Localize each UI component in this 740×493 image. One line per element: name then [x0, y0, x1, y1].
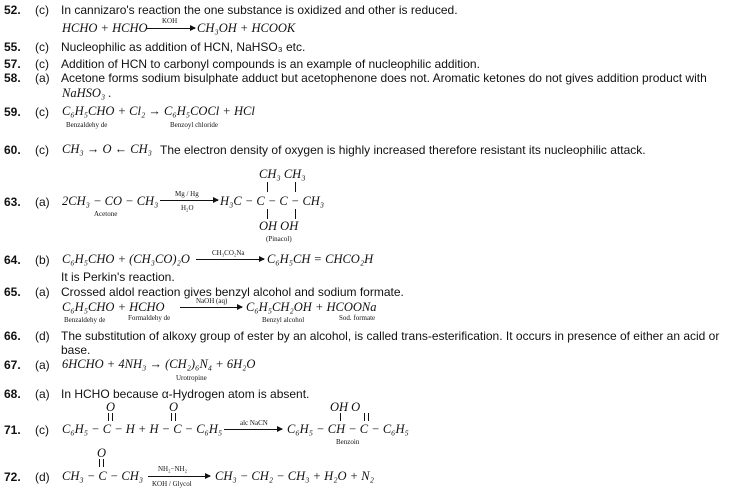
question-number: 57. [4, 57, 21, 71]
answer-option: (a) [35, 285, 50, 299]
bond-line [267, 209, 268, 219]
reaction-arrow [224, 429, 282, 430]
reaction-product: C₆H₅ − CH − C − C₆H₅ [287, 422, 409, 436]
explanation-text: In HCHO because α-Hydrogen atom is absent. [61, 387, 310, 401]
answer-option: (a) [35, 387, 50, 401]
reaction-arrow [160, 200, 218, 201]
explanation-text: It is Perkin's reaction. [61, 270, 175, 284]
reaction-reactants: HCHO + HCHO [62, 21, 148, 35]
question-number: 55. [4, 40, 21, 54]
reaction-product: C₆H₅CH = CHCO₂H [267, 252, 374, 266]
reaction-reagent: NH₂−NH₂ [158, 465, 188, 473]
answer-option: (c) [35, 105, 49, 119]
question-number: 68. [4, 387, 21, 401]
bond-line [340, 413, 341, 421]
double-bond [171, 413, 176, 421]
question-number: 64. [4, 253, 21, 267]
reaction-arrow [148, 476, 210, 477]
answer-option: (a) [35, 195, 50, 209]
explanation-text: The substitution of alkoxy group of ester by an alcohol, is called trans-esterification. It occurs in presence of either an acid or [61, 329, 720, 343]
reaction-reagent: NaOH (aq) [196, 297, 228, 305]
explanation-text: Addition of HCN to carbonyl compounds is an example of nucleophilic addition. [61, 57, 480, 71]
compound-label: Benzaldehy de [64, 316, 106, 324]
reaction-products: CH₃OH + HCOOK [197, 21, 296, 35]
reaction-reagent: CH₃CO₂Na [212, 249, 245, 257]
reaction-equation: 6HCHO + 4NH₃ → (CH₂)₆N₄ + 6H₂O [62, 357, 256, 371]
bond-line [295, 182, 296, 192]
question-number: 52. [4, 3, 21, 17]
answer-option: (d) [35, 470, 50, 484]
question-number: 67. [4, 358, 21, 372]
reaction-arrow [180, 307, 242, 308]
structure-formula: CH₃ → O ← CH₃ [62, 142, 152, 156]
reaction-equation: C₆H₅CHO + Cl₂ → C₆H₅COCl + HCl [62, 104, 255, 118]
answer-option: (c) [35, 57, 49, 71]
bond-line [295, 209, 296, 219]
answer-option: (c) [35, 143, 49, 157]
compound-label: Benzoin [336, 438, 360, 446]
answer-option: (c) [35, 3, 49, 17]
reaction-reactants: C₆H₅CHO + (CH₃CO)₂O [62, 252, 190, 266]
reaction-arrow [146, 28, 195, 29]
answer-option: (c) [35, 423, 49, 437]
double-bond [364, 413, 369, 421]
bond-line [267, 182, 268, 192]
reaction-reactant: CH₃ − C − CH₃ [62, 469, 144, 483]
reaction-condition: H₂O [181, 204, 194, 212]
reaction-reactants: C₆H₅CHO + HCHO [62, 300, 165, 314]
explanation-text: Crossed aldol reaction gives benzyl alcohol and sodium formate. [61, 285, 404, 299]
compound-label: Formaldehy de [128, 314, 171, 322]
explanation-text: Acetone forms sodium bisulphate adduct but acetophenone does not. Aromatic ketones do not gives addition product with [61, 71, 707, 85]
reaction-product: H₃C − C − C − CH₃ [220, 194, 325, 208]
explanation-text-continued: NaHSO₃ . [62, 86, 112, 100]
carbonyl-oxygen: O [97, 446, 107, 460]
question-number: 63. [4, 195, 21, 209]
benzoin-top-groups: OH O [330, 400, 361, 414]
compound-label: Urotropine [176, 374, 207, 382]
compound-label: Benzaldehy de [66, 121, 108, 129]
question-number: 72. [4, 470, 21, 484]
reaction-reactants: 2CH₃ − CO − CH₃ [62, 194, 159, 208]
compound-label: (Pinacol) [266, 235, 292, 243]
answer-option: (a) [35, 358, 50, 372]
reaction-reagent: KOH [162, 17, 178, 25]
question-number: 71. [4, 423, 21, 437]
question-number: 59. [4, 105, 21, 119]
compound-label: Benzyl alcohol [262, 316, 305, 324]
question-number: 60. [4, 143, 21, 157]
compound-label: Acetone [94, 210, 118, 218]
double-bond [108, 413, 113, 421]
compound-label: Sod. formate [339, 314, 376, 322]
reaction-reagent: Mg / Hg [175, 190, 199, 198]
compound-label: Benzoyl chloride [170, 121, 219, 129]
reaction-products: C₆H₅CH₂OH + HCOONa [246, 300, 377, 314]
explanation-text: In cannizaro's reaction the one substance is oxidized and other is reduced. [61, 3, 458, 17]
question-number: 65. [4, 285, 21, 299]
explanation-text-continued: base. [61, 343, 91, 357]
question-number: 66. [4, 329, 21, 343]
methyl-groups: CH₃ CH₃ [259, 167, 306, 181]
carbonyl-oxygen: O [169, 400, 179, 414]
question-number: 58. [4, 71, 21, 85]
answer-option: (a) [35, 71, 50, 85]
reaction-condition: KOH / Glycol [152, 480, 192, 488]
reaction-reagent: alc NaCN [240, 419, 268, 427]
answer-option: (d) [35, 329, 50, 343]
explanation-text: Nucleophilic as addition of HCN, NaHSO₃ etc. [61, 40, 306, 54]
reaction-arrow [196, 259, 264, 260]
carbonyl-oxygen: O [106, 400, 116, 414]
reaction-reactants: C₆H₅ − C − H + H − C − C₆H₅ [62, 422, 223, 436]
answer-option: (b) [35, 253, 50, 267]
hydroxyl-groups: OH OH [259, 219, 299, 233]
explanation-text: The electron density of oxygen is highly increased therefore resistant its nucleophilic attack. [160, 143, 646, 157]
reaction-products: CH₃ − CH₂ − CH₃ + H₂O + N₂ [215, 469, 374, 483]
answer-option: (c) [35, 40, 49, 54]
double-bond [99, 459, 104, 467]
